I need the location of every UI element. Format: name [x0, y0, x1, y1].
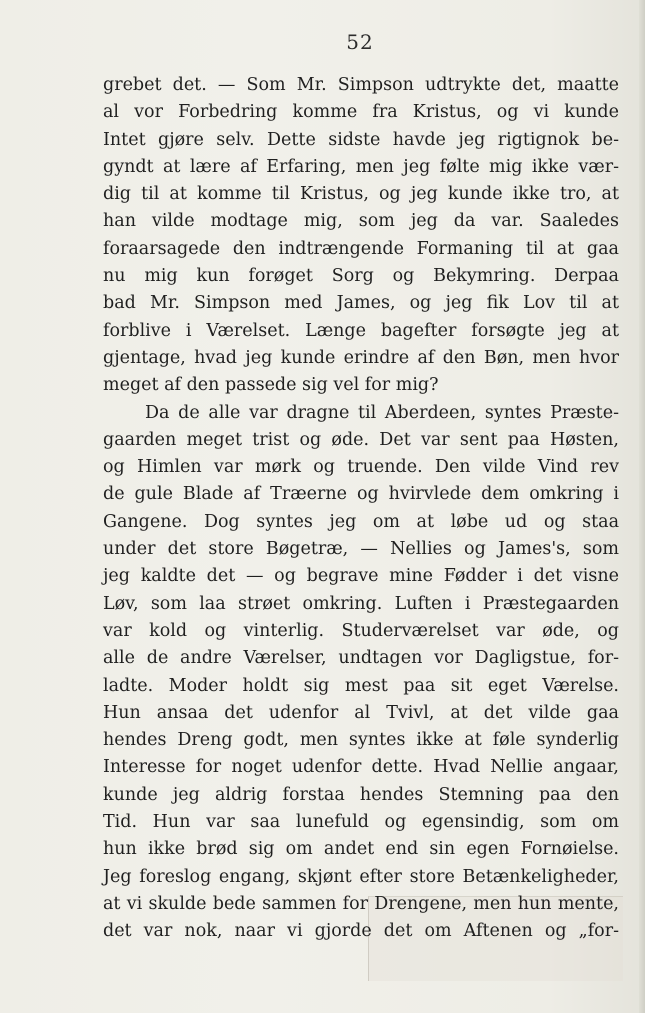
page-number: 52: [346, 30, 374, 54]
text-line: ladte. Moder holdt sig mest paa sit eget Værelse.: [103, 675, 619, 696]
text-line: bad Mr. Simpson med James, og jeg fik Lov til at: [103, 293, 619, 314]
text-line: nu mig kun forøget Sorg og Bekymring. Derpaa: [103, 266, 619, 287]
text-line: de gule Blade af Træerne og hvirvlede dem omkring i: [103, 484, 619, 505]
text-line: gjentage, hvad jeg kunde erindre af den Bøn, men hvor: [103, 347, 619, 368]
text-line: at vi skulde bede sammen for Drengene, men hun mente,: [103, 893, 619, 914]
text-line: han vilde modtage mig, som jeg da var. Saaledes: [103, 211, 619, 232]
text-line: Tid. Hun var saa lunefuld og egensindig, som om: [103, 812, 619, 833]
text-line: dig til at komme til Kristus, og jeg kunde ikke tro, at: [103, 184, 619, 205]
text-line: grebet det. — Som Mr. Simpson udtrykte det, maatte: [103, 75, 619, 95]
text-line: var kold og vinterlig. Studerværelset var øde, og: [103, 620, 619, 641]
text-line: forblive i Værelset. Længe bagefter forsøgte jeg at: [103, 320, 619, 341]
body-text: [103, 72, 619, 946]
text-line: hun ikke brød sig om andet end sin egen Fornøielse.: [103, 839, 619, 860]
text-line: al vor Forbedring komme fra Kristus, og vi kunde: [103, 102, 619, 123]
text-line: Gangene. Dog syntes jeg om at løbe ud og staa: [103, 511, 619, 532]
text-line: Interesse for noget udenfor dette. Hvad Nellie angaar,: [103, 757, 619, 778]
text-line: kunde jeg aldrig forstaa hendes Stemning paa den: [103, 784, 619, 805]
text-line: jeg kaldte det — og begrave mine Fødder i det visne: [103, 566, 619, 587]
text-line: Jeg foreslog engang, skjønt efter store Betænkeligheder,: [103, 866, 619, 887]
text-line: det var nok, naar vi gjorde det om Aftenen og „for-: [103, 921, 619, 942]
text-line: hendes Dreng godt, men syntes ikke at føle synderlig: [103, 730, 619, 751]
text-line: Da de alle var dragne til Aberdeen, syntes Præste-: [145, 402, 619, 423]
text-line: Hun ansaa det udenfor al Tvivl, at det vilde gaa: [103, 702, 619, 723]
text-line: meget af den passede sig vel for mig?: [103, 375, 439, 396]
text-line: under det store Bøgetræ, — Nellies og James's, som: [103, 539, 619, 560]
text-line: og Himlen var mørk og truende. Den vilde Vind rev: [103, 457, 619, 478]
text-line: gyndt at lære af Erfaring, men jeg følte mig ikke vær-: [103, 156, 619, 177]
text-line: alle de andre Værelser, undtagen vor Dagligstue, for-: [103, 648, 619, 669]
text-line: foraarsagede den indtrængende Formaning til at gaa: [103, 238, 619, 259]
text-line: Intet gjøre selv. Dette sidste havde jeg rigtignok be-: [103, 129, 619, 150]
page-edge: [639, 0, 645, 1013]
text-line: gaarden meget trist og øde. Det var sent paa Høsten,: [103, 429, 619, 450]
text-line: Løv, som laa strøet omkring. Luften i Præstegaarden: [103, 593, 619, 614]
